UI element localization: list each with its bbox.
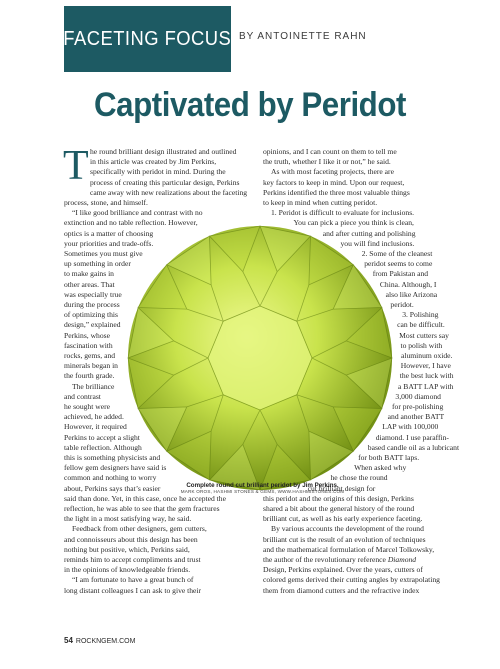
left-text-line: the light in a most satisfying way, he said. — [64, 514, 192, 524]
right-text-line: and after cutting and polishing — [322, 228, 416, 238]
right-text-line: Perkins identified the three most valuable things — [263, 187, 410, 197]
left-text-line: to make gains in — [64, 269, 114, 279]
right-text-line: However, I have — [400, 361, 451, 371]
right-text-line: cut brilliant design for — [307, 483, 376, 493]
right-text-line: shared a bit about the general history of the round — [263, 504, 415, 513]
left-text-line: of optimizing this — [64, 310, 118, 320]
image-caption — [150, 482, 375, 494]
left-text-line: this is something physicists and — [64, 453, 161, 462]
right-text-line: brilliant cut is the result of an evolution of techniques — [263, 534, 426, 544]
left-text-line: he round brilliant design illustrated and outlined — [90, 147, 237, 156]
left-text-line: long distant colleagues I can ask to give their — [64, 585, 202, 595]
right-text-line: key factors to keep in mind. Upon our request, — [263, 177, 405, 187]
left-text-line: rocks, gems, and — [64, 351, 116, 360]
right-text-line: peridot seems to come — [364, 259, 433, 269]
right-text-line: By various accounts the development of the round — [271, 524, 424, 534]
right-text-line: the author of the revolutionary reference Diamond — [263, 555, 417, 564]
left-text-line: fascination with — [64, 340, 113, 350]
left-text-line: in the opinions of knowledgeable friends. — [64, 565, 191, 575]
left-text-line: said than done. Yet, in this case, once he accepted the — [64, 493, 226, 503]
right-text-line: China. Although, I — [379, 279, 437, 289]
right-text-line: the truth, whether I like it or not,” he said. — [263, 157, 391, 167]
left-text-line: process, stone, and himself. — [64, 198, 148, 207]
right-text-line: 3,000 diamond — [395, 391, 441, 401]
right-text-line: from Pakistan and — [372, 269, 429, 279]
left-text-line: optics is a matter of choosing — [64, 228, 154, 238]
left-text-line: during the process — [64, 300, 120, 309]
left-text-line: table reflection. Although — [64, 442, 142, 452]
left-text-line: However, it required — [64, 422, 127, 432]
left-text-line: process of creating this particular design, Perkins — [90, 177, 240, 187]
caption-text: Complete round cut brilliant peridot by Jim Perkins. — [186, 482, 339, 489]
section-banner — [64, 6, 231, 72]
right-text-line: to polish with — [400, 340, 443, 350]
right-text-line: he chose the round — [330, 473, 388, 483]
right-text-line: aluminum oxide. — [400, 351, 453, 360]
left-text-line: he sought were — [64, 402, 110, 411]
peridot-gem-image — [125, 223, 395, 493]
page-footer — [64, 636, 135, 645]
right-text-line: 2. Some of the cleanest — [361, 249, 433, 258]
reference-title: Diamond — [387, 555, 417, 564]
right-text-line: for pre-polishing — [392, 402, 444, 411]
right-text-line: to keep in mind when cutting peridot. — [263, 198, 378, 207]
right-text-line: for both BATT laps. — [358, 453, 420, 462]
right-text-line: them from diamond cutters and the refractive index — [263, 585, 420, 595]
left-text-line: up something in order — [64, 259, 131, 269]
left-text-line: “I like good brilliance and contrast with no — [72, 208, 203, 218]
left-text-line: came away with new realizations about the faceting — [90, 187, 248, 197]
left-text-line: Sometimes you must give — [64, 249, 143, 258]
right-text-line: you will find inclusions. — [340, 238, 415, 248]
right-text-line: peridot. — [390, 300, 414, 309]
left-text-line: Perkins, whose — [64, 330, 110, 340]
article-title: Captivated by Peridot — [94, 86, 406, 124]
right-text-line: colored gems derived their cutting angles by extrapolating — [263, 575, 440, 585]
right-text-line: LAP with 100,000 — [382, 422, 439, 432]
peridot-gem-graphic — [125, 223, 395, 493]
left-text-line: about, Perkins says that’s easier — [64, 483, 161, 493]
right-text-line: and the mathematical formulation of Marcel Tolkowsky, — [263, 544, 435, 554]
right-text-line: brilliant cut, as well as his early experience faceting. — [263, 514, 423, 524]
left-text-line: nothing but positive, which, Perkins said, — [64, 544, 190, 554]
left-text-line: other areas. That — [64, 279, 115, 289]
left-text-line: reminds him to accept compliments and trust — [64, 555, 201, 564]
left-text-line: The brilliance — [72, 381, 115, 391]
page-number: 54 — [64, 636, 73, 645]
left-text-line: fellow gem designers have said is — [64, 463, 167, 473]
right-text-line: 1. Peridot is difficult to evaluate for inclusions. — [271, 208, 415, 218]
right-text-line: You can pick a piece you think is clean, — [293, 218, 414, 228]
byline: BY ANTOINETTE RAHN — [239, 31, 367, 42]
left-text-line: Feedback from other designers, gem cutters, — [72, 524, 207, 534]
left-text-line: reflection, he was able to see that the gem fractures — [64, 504, 220, 513]
left-text-line: common and nothing to worry — [64, 473, 157, 483]
right-text-line: opinions, and I can count on them to tell me — [263, 147, 397, 156]
left-text-line: in this article was created by Jim Perkins, — [90, 157, 217, 167]
left-text-line: minerals began in — [64, 361, 118, 371]
right-text-line: Design, Perkins explained. Over the years, cutters of — [263, 565, 423, 575]
right-text-line: a BATT LAP with — [398, 381, 454, 391]
left-text-line: achieved, he added. — [64, 412, 124, 422]
right-text-line: Most cutters say — [399, 330, 449, 340]
left-text-line: and contrast — [64, 391, 101, 401]
right-text-line: 3. Polishing — [402, 310, 439, 320]
caption-credit: MARK OROS, HASHMI STONES & GEMS, WWW.HASHMISTONES.COM — [180, 489, 345, 494]
left-text-line: your priorities and trade-offs. — [64, 238, 154, 248]
right-text-line: and another BATT — [387, 412, 445, 422]
right-text-line: can be difficult. — [397, 320, 445, 330]
left-text-line: specifically with peridot in mind. During the — [90, 167, 226, 177]
left-text-line: was especially true — [64, 289, 122, 299]
left-text-line: Perkins to accept a slight — [64, 432, 140, 442]
right-text-line: As with most faceting projects, there are — [271, 167, 394, 177]
site-name: ROCKNGEM.COM — [75, 638, 136, 645]
right-text-line: When asked why — [354, 463, 407, 473]
right-text-line: based candle oil as a lubricant — [367, 442, 460, 452]
right-text-line: also like Arizona — [385, 289, 438, 299]
section-label: FACETING FOCUS — [63, 27, 232, 50]
left-text-line: design,” explained — [64, 320, 121, 330]
drop-cap: T — [63, 143, 89, 189]
right-text-line: this peridot and the origins of this design, Perkins — [263, 493, 414, 503]
right-text-line: the best luck with — [399, 371, 454, 381]
left-text-line: the fourth grade. — [64, 371, 115, 381]
left-text-line: “I am fortunate to have a great bunch of — [72, 575, 194, 585]
left-text-line: extinction and no table reflection. However, — [64, 218, 198, 228]
left-text-line: and connoisseurs about this design has been — [64, 534, 198, 544]
right-text-line: diamond. I use paraffin- — [375, 432, 449, 442]
